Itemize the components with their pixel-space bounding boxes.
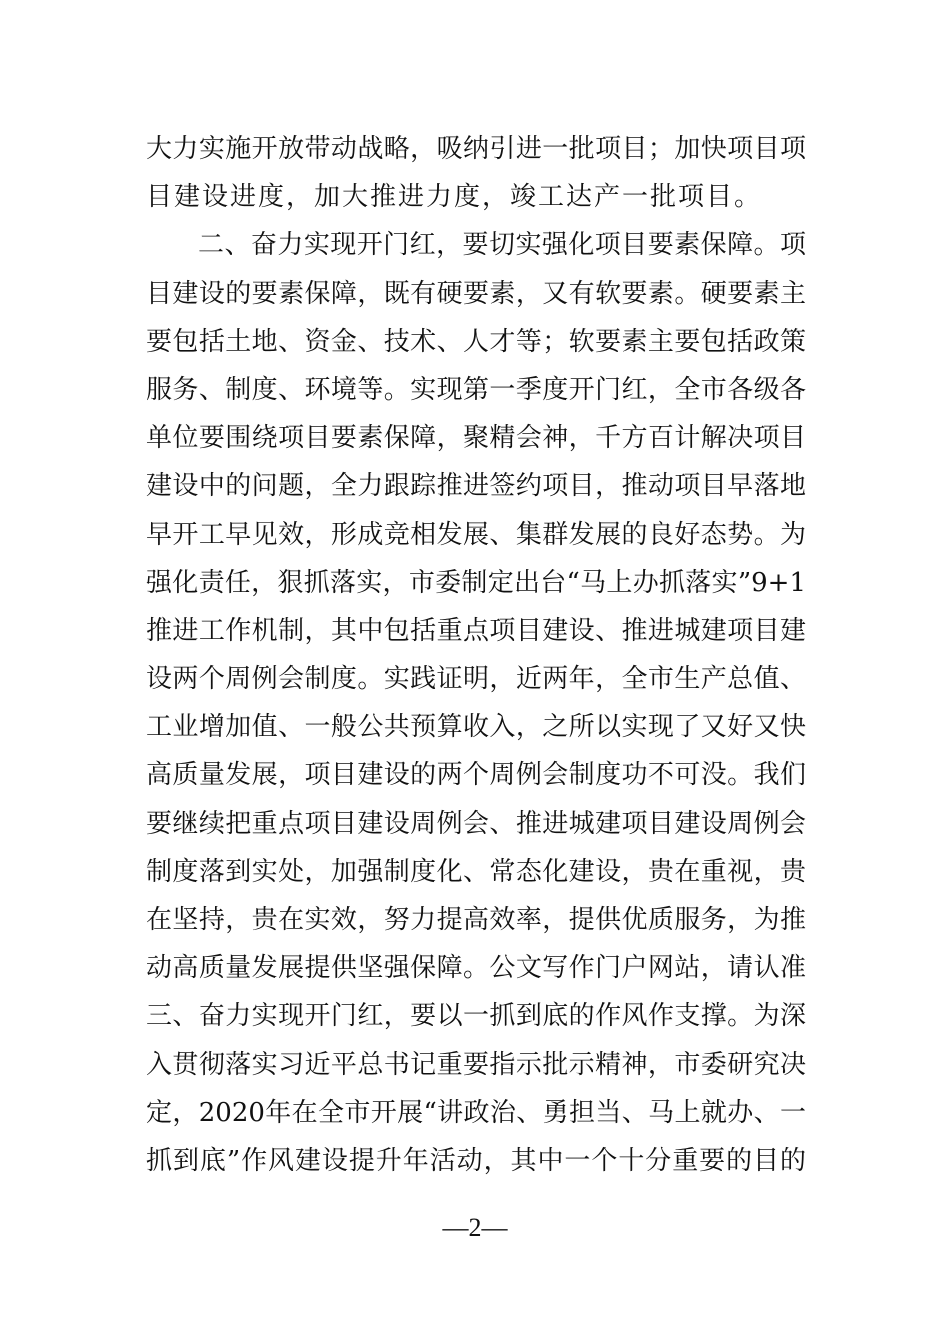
text-line: 要继续把重点项目建设周例会、推进城建项目建设周例会 — [146, 808, 806, 839]
text-line: 工业增加值、一般公共预算收入，之所以实现了又好又快 — [146, 712, 806, 743]
text-line: 目建设进度，加大推进力度，竣工达产一批项目。 — [146, 182, 763, 213]
text-line: 高质量发展，项目建设的两个周例会制度功不可没。我们 — [146, 760, 806, 791]
body-text — [146, 125, 806, 1185]
text-line: 设两个周例会制度。实践证明，近两年，全市生产总值、 — [146, 664, 806, 695]
text-line: 三、奋力实现开门红，要以一抓到底的作风作支撑。为深 — [146, 1001, 806, 1032]
text-line: 大力实施开放带动战略，吸纳引进一批项目；加快项目项 — [146, 134, 806, 164]
text-line: 强化责任，狠抓落实，市委制定出台“马上办抓落实”9+1 — [146, 567, 806, 598]
text-line: 制度落到实处，加强制度化、常态化建设，贵在重视，贵 — [146, 856, 806, 887]
text-line: 定，2020年在全市开展“讲政治、勇担当、马上就办、一 — [146, 1097, 806, 1128]
page-number: —2— — [442, 1213, 508, 1242]
text-line: 服务、制度、环境等。实现第一季度开门红，全市各级各 — [146, 374, 806, 405]
text-line: 建设中的问题，全力跟踪推进签约项目，推动项目早落地 — [146, 471, 806, 502]
text-line: 单位要围绕项目要素保障，聚精会神，千方百计解决项目 — [146, 423, 806, 454]
text-line: 抓到底”作风建设提升年活动，其中一个十分重要的目的 — [146, 1145, 806, 1176]
text-line: 早开工早见效，形成竞相发展、集群发展的良好态势。为 — [146, 519, 806, 550]
text-line: 推进工作机制，其中包括重点项目建设、推进城建项目建 — [146, 615, 806, 646]
text-line: 动高质量发展提供坚强保障。公文写作门户网站，请认准 — [146, 953, 806, 984]
text-line: 要包括土地、资金、技术、人才等；软要素主要包括政策 — [146, 326, 806, 357]
text-line: 目建设的要素保障，既有硬要素，又有软要素。硬要素主 — [146, 278, 806, 309]
text-line: 二、奋力实现开门红，要切实强化项目要素保障。项 — [198, 230, 806, 261]
text-line: 入贯彻落实习近平总书记重要指示批示精神，市委研究决 — [146, 1049, 806, 1080]
text-line: 在坚持，贵在实效，努力提高效率，提供优质服务，为推 — [146, 905, 806, 935]
